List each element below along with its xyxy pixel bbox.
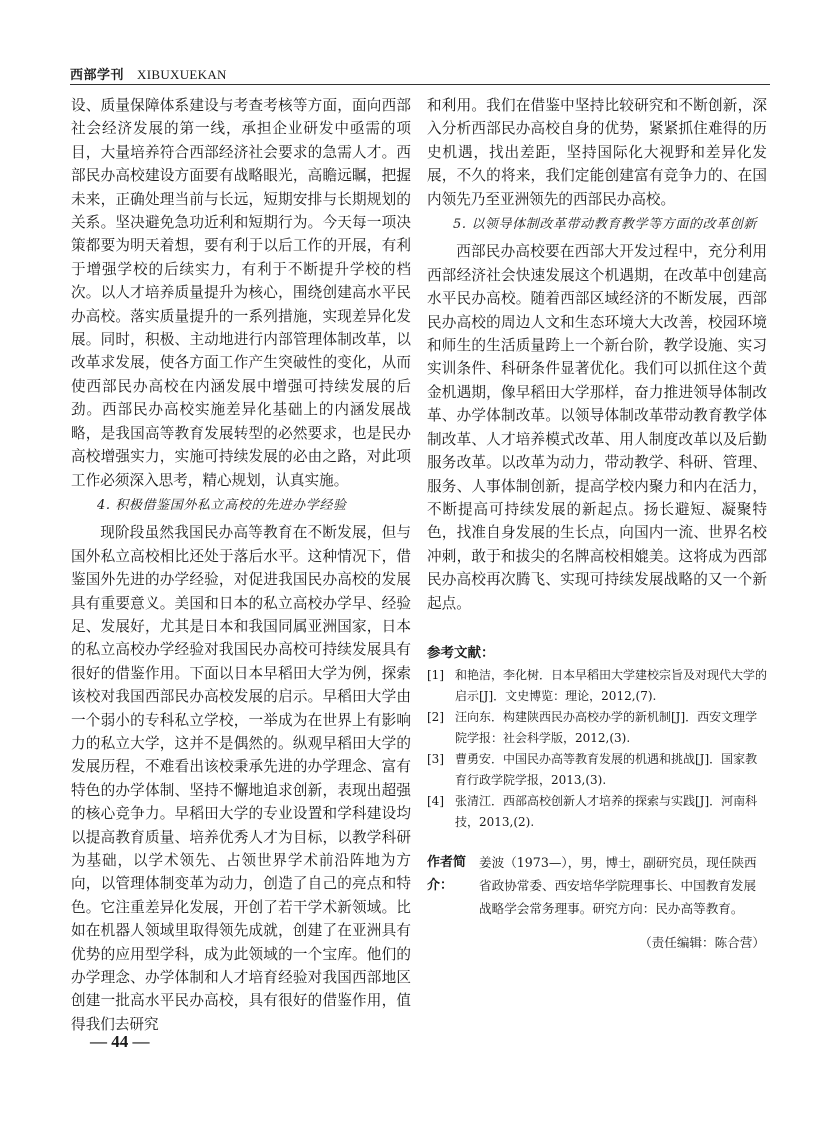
reference-item <box>427 791 767 833</box>
reference-item <box>427 749 767 791</box>
author-bio <box>427 851 767 920</box>
section-heading-5: 5. 以领导体制改革带动教育教学等方面的改革创新 <box>453 217 757 233</box>
responsible-editor: （责任编辑：陈合营） <box>639 934 765 950</box>
reference-number: [1] <box>427 667 444 682</box>
reference-list <box>427 665 767 833</box>
author-bio-text: 姜波（1973—），男，博士，副研究员，现任陕西省政协常委、西安培华学院理事长、中国教育发展战略学会常务理事。研究方向：民办高等教育。 <box>479 854 757 916</box>
right-paragraph-2: 西部民办高校要在西部大开发过程中，充分利用西部经济社会快速发展这个机遇期，在改革中创建高水平民办高校。随着西部区域经济的不断发展，西部民办高校的周边人文和生态环境大大改善，校园环境和师生的生活质量跨上一个新台阶，教学设施、实习实训条件、科研条件显著优化。我们可以抓住这个黄金机遇期，像早稻田大学那样，奋力推进领导体制改革、办学体制改革。以领导体制改革带动教育教学体制改革、人才培养模式改革、用人制度改革以及后勤服务改革。以改革为动力，带动教学、科研、管理、服务、人事体制创新，提高学校内聚力和内在活力，不断提高可持续发展的新起点。扬长避短、凝聚特色，找准自身发展的生长点，向国内一流、世界名校冲刺，敢于和拔尖的名牌高校相媲美。这将成为西部民办高校再次腾飞、实现可持续发展战略的又一个新起点。 <box>427 243 767 612</box>
left-column <box>71 94 411 1036</box>
journal-title-latin: XIBUXUEKAN <box>137 67 227 82</box>
reference-item <box>427 665 767 707</box>
reference-item <box>427 707 767 749</box>
reference-text: 汪向东．构建陕西民办高校办学的新机制[J]．西安文理学院学报：社会科学版，2012,(3). <box>455 709 758 745</box>
reference-number: [3] <box>427 751 444 766</box>
left-paragraph-1: 设、质量保障体系建设与考查考核等方面，面向西部社会经济发展的第一线，承担企业研发中亟需的项目，大量培养符合西部经济社会要求的急需人才。西部民办高校建设方面要有战略眼光，高瞻远瞩，把握未来，正确处理当前与长远，短期安排与长期规划的关系。坚决避免急功近利和短期行为。今天每一项决策都要为明天着想，要有利于以后工作的开展，有利于增强学校的后续实力，有利于不断提升学校的档次。以人才培养质量提升为核心，围绕创建高水平民办高校。落实质量提升的一系列措施，实现差异化发展。同时，积极、主动地进行内部管理体制改革，以改革求发展，使各方面工作产生突破性的变化，从而使西部民办高校在内涵发展中增强可持续发展的后劲。西部民办高校实施差异化基础上的内涵发展战略，是我国高等教育发展转型的必然要求，也是民办高校增强实力，实施可持续发展的必由之路，对此项工作必须深入思考，精心规划，认真实施。 <box>71 97 411 489</box>
reference-text: 张清江．西部高校创新人才培养的探索与实践[J]．河南科技，2013,(2). <box>455 793 758 829</box>
section-heading-4: 4. 积极借鉴国外私立高校的先进办学经验 <box>97 497 347 513</box>
page-number: — 44 — <box>90 1032 150 1051</box>
journal-title-cn: 西部学刊 <box>70 68 125 83</box>
header-rule <box>70 84 770 85</box>
reference-number: [4] <box>427 793 444 808</box>
reference-text: 和艳洁，李化树．日本早稻田大学建校宗旨及对现代大学的启示[J]．文史博览：理论，2012,(7). <box>455 667 768 703</box>
left-paragraph-2: 现阶段虽然我国民办高等教育在不断发展，但与国外私立高校相比还处于落后水平。这种情况下，借鉴国外先进的办学经验，对促进我国民办高校的发展具有重要意义。美国和日本的私立高校办学早、经验足、发展好，尤其是日本和我国同属亚洲国家，日本的私立高校办学经验对我国民办高校可持续发展具有很好的借鉴作用。下面以日本早稻田大学为例，探索该校对我国西部民办高校发展的启示。早稻田大学由一个弱小的专科私立学校，一举成为在世界上有影响力的私立大学，这并不是偶然的。纵观早稻田大学的发展历程，不难看出该校秉承先进的办学理念、富有特色的办学体制、坚持不懈地追求创新，表现出超强的核心竞争力。早稻田大学的专业设置和学科建设均以提高教育质量、培养优秀人才为目标，以教学科研为基础，以学术领先、占领世界学术前沿阵地为方向，以管理体制变革为动力，创造了自己的亮点和特色。它注重差异化发展，开创了若干学术新领域。比如在机器人领域里取得领先成就，创建了在亚洲具有优势的应用型学科，成为此领域的一个宝库。他们的办学理念、办学体制和人才培育经验对我国西部地区创建一批高水平民办高校，具有很好的借鉴作用，值得我们去研究 <box>71 524 411 1033</box>
references-title: 参考文献： <box>427 644 495 661</box>
right-column <box>427 94 767 954</box>
running-header <box>70 64 770 86</box>
reference-number: [2] <box>427 709 444 724</box>
author-bio-label: 作者简介： <box>427 854 467 893</box>
reference-text: 曹勇安．中国民办高等教育发展的机遇和挑战[J]．国家教育行政学院学报，2013,(3). <box>455 751 758 787</box>
right-paragraph-1: 和利用。我们在借鉴中坚持比较研究和不断创新，深入分析西部民办高校自身的优势，紧紧抓住难得的历史机遇，找出差距，坚持国际化大视野和差异化发展，不久的将来，我们定能创建富有竞争力的、在国内领先乃至亚洲领先的西部民办高校。 <box>427 97 767 208</box>
